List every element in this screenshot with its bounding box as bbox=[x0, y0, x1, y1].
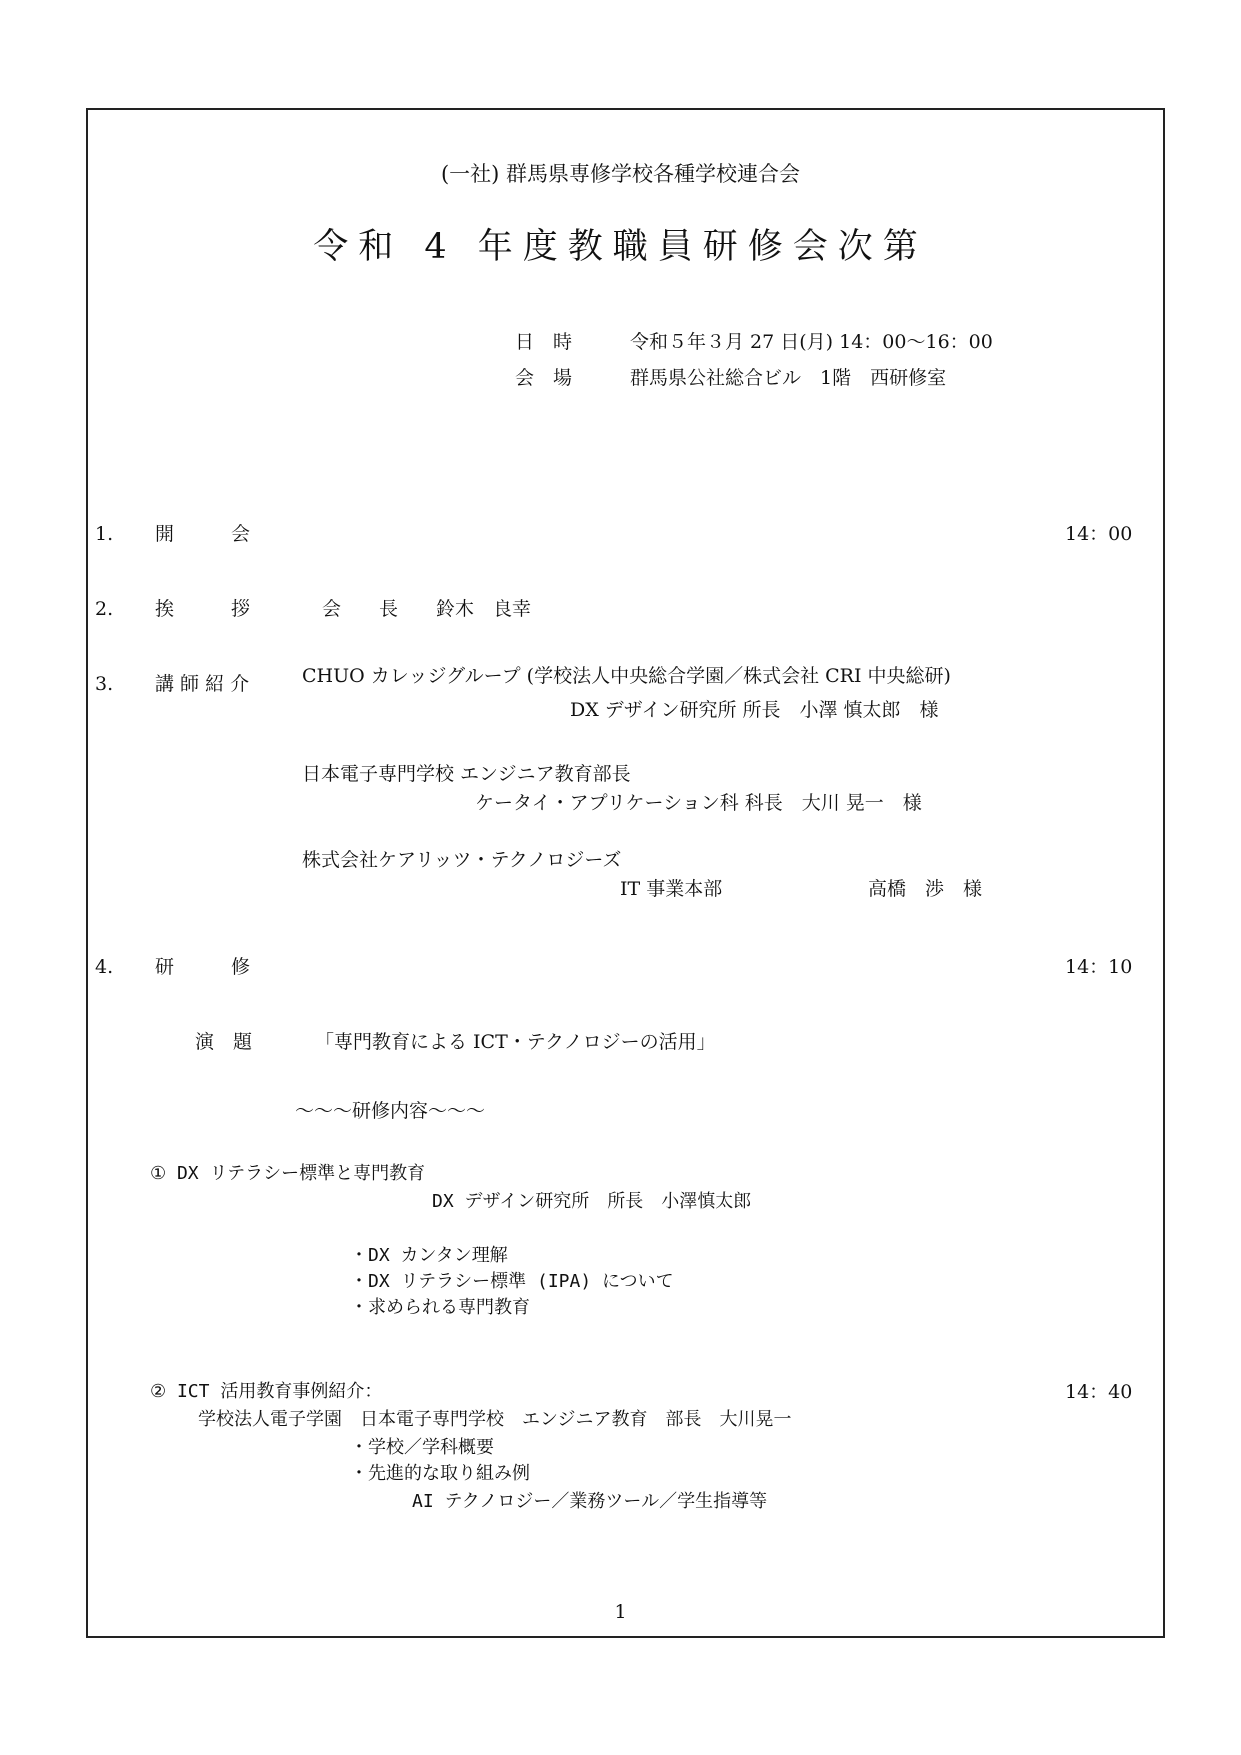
item3-number: 3. bbox=[95, 673, 114, 695]
item1-number: 1. bbox=[95, 523, 114, 545]
item1-label: 開 会 bbox=[155, 523, 251, 545]
item1-time: 14：00 bbox=[1065, 523, 1133, 545]
speaker3-org: 株式会社ケアリッツ・テクノロジーズ bbox=[302, 849, 622, 871]
speaker1-org: CHUO カレッジグループ (学校法人中央総合学園／株式会社 CRI 中央総研) bbox=[302, 665, 951, 687]
content-heading: 〜〜〜研修内容〜〜〜 bbox=[295, 1100, 486, 1122]
page-number: 1 bbox=[614, 1601, 627, 1623]
part2-bullet-1: ・学校／学科概要 bbox=[350, 1437, 494, 1458]
date-label: 日 時 bbox=[515, 331, 573, 353]
organization-name: (一社) 群馬県専修学校各種学校連合会 bbox=[440, 162, 801, 186]
venue-label: 会 場 bbox=[515, 367, 573, 389]
theme-value: 「専門教育による ICT・テクノロジーの活用」 bbox=[315, 1031, 716, 1053]
item4-time: 14：10 bbox=[1065, 956, 1133, 978]
part2-time: 14：40 bbox=[1065, 1381, 1133, 1403]
speaker3-dept: IT 事業本部 bbox=[620, 878, 723, 900]
page-title: 令和 4 年度教職員研修会次第 bbox=[313, 227, 928, 267]
part2-title: ② ICT 活用教育事例紹介： bbox=[150, 1381, 383, 1402]
part2-bullet-2: ・先進的な取り組み例 bbox=[350, 1463, 530, 1484]
item2-number: 2. bbox=[95, 598, 114, 620]
part2-sub: AI テクノロジー／業務ツール／学生指導等 bbox=[412, 1491, 768, 1512]
part1-bullet-2: ・DX リテラシー標準 (IPA) について bbox=[350, 1271, 674, 1292]
venue-value: 群馬県公社総合ビル 1階 西研修室 bbox=[630, 367, 947, 389]
item4-label: 研 修 bbox=[155, 956, 251, 978]
item3-label: 講 師 紹 介 bbox=[155, 673, 250, 695]
part1-bullet-1: ・DX カンタン理解 bbox=[350, 1245, 508, 1266]
date-value: 令和５年３月 27 日(月) 14：00〜16：00 bbox=[630, 331, 993, 353]
item4-number: 4. bbox=[95, 956, 114, 978]
item2-detail: 会 長 鈴木 良幸 bbox=[322, 598, 532, 620]
speaker3-name: 高橋 渉 様 bbox=[868, 878, 983, 900]
part1-title: ① DX リテラシー標準と専門教育 bbox=[150, 1163, 426, 1184]
speaker2-org: 日本電子専門学校 エンジニア教育部長 bbox=[302, 763, 631, 785]
speaker2-name: ケータイ・アプリケーション科 科長 大川 晃一 様 bbox=[475, 792, 922, 814]
part2-presenter: 学校法人電子学園 日本電子専門学校 エンジニア教育 部長 大川晃一 bbox=[198, 1409, 792, 1430]
theme-label: 演 題 bbox=[195, 1031, 253, 1053]
item2-label: 挨 拶 bbox=[155, 598, 251, 620]
part1-bullet-3: ・求められる専門教育 bbox=[350, 1297, 530, 1318]
speaker1-name: DX デザイン研究所 所長 小澤 慎太郎 様 bbox=[570, 699, 939, 721]
part1-presenter: DX デザイン研究所 所長 小澤慎太郎 bbox=[432, 1191, 752, 1212]
